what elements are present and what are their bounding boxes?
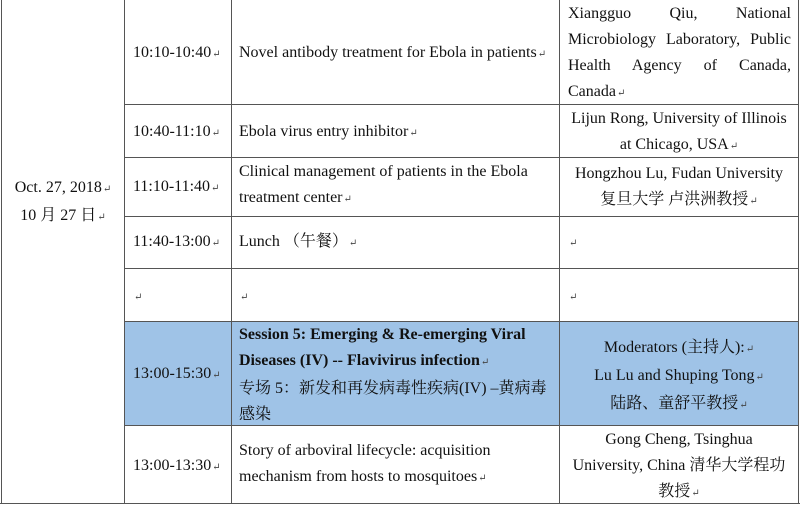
- time-cell: 11:10-11:40↵: [133, 178, 220, 195]
- column-divider: [231, 0, 232, 504]
- moderator-cell: Moderators (主持人):↵ Lu Lu and Shuping Tong↵ 陆路、童舒平教授↵: [594, 339, 764, 412]
- time-cell: 10:10-10:40↵: [133, 44, 221, 61]
- column-divider: [124, 0, 125, 504]
- row-divider: [124, 216, 799, 217]
- empty-cell: ↵: [134, 292, 143, 303]
- talk-title: Novel antibody treatment for Ebola in patients↵: [239, 44, 547, 61]
- empty-cell: ↵: [569, 292, 578, 303]
- date-cell: Oct. 27, 2018↵ 10 月 27 日↵: [14, 179, 112, 224]
- time-cell: 13:00-15:30↵: [133, 365, 221, 382]
- time-cell: 10:40-11:10↵: [133, 123, 221, 140]
- speaker-cell: Lijun Rong, University of Illinois at Chicago, USA↵: [571, 110, 787, 153]
- row-divider: [124, 268, 799, 269]
- table-left-border: [1, 0, 2, 504]
- talk-title: Clinical management of patients in the Ebola treatment center↵: [239, 163, 528, 206]
- time-cell: 13:00-13:30↵: [133, 457, 221, 474]
- empty-cell: ↵: [240, 292, 249, 303]
- talk-title: Lunch （午餐）↵: [239, 233, 358, 250]
- talk-title: Ebola virus entry inhibitor↵: [239, 123, 418, 140]
- speaker-cell: Gong Cheng, Tsinghua University, China 清华大学程功 教授↵: [572, 431, 786, 500]
- time-cell: 11:40-13:00↵: [133, 233, 221, 250]
- empty-cell: ↵: [569, 238, 578, 249]
- session-title: Session 5: Emerging & Re-emerging Viral Diseases (IV) -- Flavivirus infection↵ 专场 5：新发和再发病毒性疾病(IV) –黄病毒 感染: [239, 326, 547, 423]
- speaker-cell: Hongzhou Lu, Fudan University 复旦大学 卢洪洲教授↵: [575, 165, 783, 208]
- table-right-border: [798, 0, 799, 504]
- date-zh: 10 月 27 日: [20, 207, 97, 224]
- date-en: Oct. 27, 2018: [14, 179, 102, 196]
- talk-title: Story of arboviral lifecycle: acquisition mechanism from hosts to mosquitoes↵: [239, 442, 491, 485]
- speaker-cell: Xiangguo Qiu, National Microbiology Laboratory, Public Health Agency of Canada, Canada↵: [568, 5, 791, 100]
